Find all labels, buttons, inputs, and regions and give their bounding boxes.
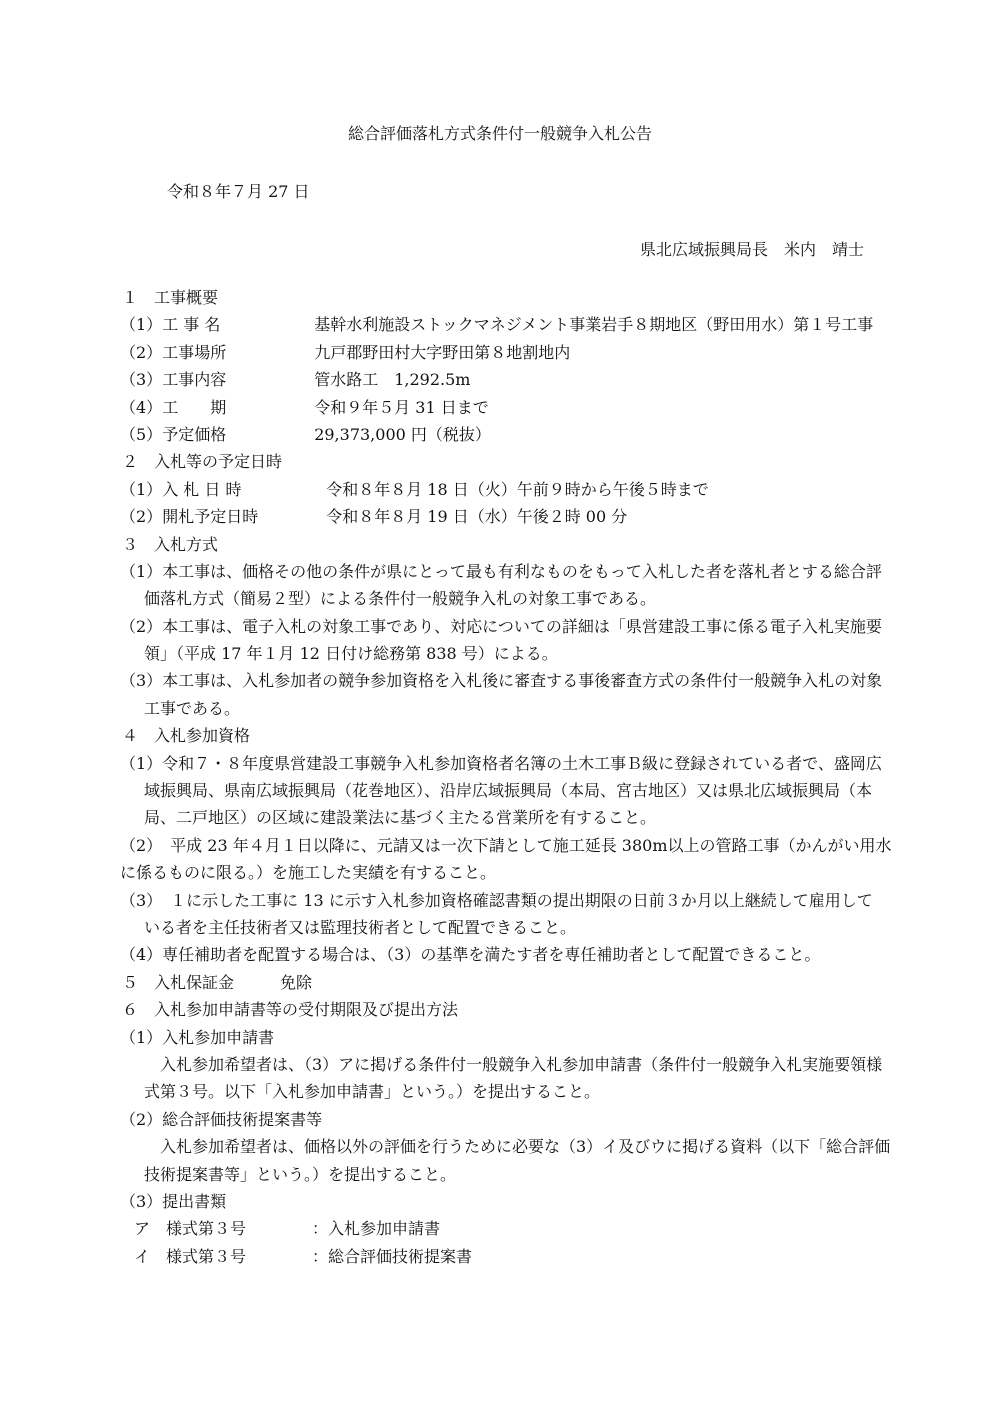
overview-item-price (120, 421, 890, 448)
schedule-item-bidding (120, 476, 890, 503)
section-6-heading (120, 996, 890, 1023)
item-value: 29,373,000 円（税抜） (314, 424, 491, 444)
section-number: ６ (122, 1000, 139, 1020)
schedule-item-opening (120, 503, 890, 530)
section-title: 工事概要 (154, 288, 219, 307)
item-number: （2） (120, 507, 163, 527)
paragraph-line: （3） １に示した工事に 13 に示す入札参加資格確認書類の提出期限の日前３か月以上継続して雇用して (120, 890, 873, 910)
document-form: ア 様式第３号 (134, 1219, 247, 1239)
section-5-heading (120, 969, 890, 996)
paragraph-line: 局、二戸地区）の区域に建設業法に基づく主たる営業所を有すること。 (144, 808, 657, 828)
section-number: ４ (122, 726, 139, 746)
section-title: 入札参加資格 (154, 726, 251, 746)
paragraph-line: （2）本工事は、電子入札の対象工事であり、対応についての詳細は「県営建設工事に係る電子入札実施要 (120, 616, 882, 636)
overview-item-content (120, 366, 890, 393)
paragraph-line: 価落札方式（簡易２型）による条件付一般競争入札の対象工事である。 (144, 589, 657, 609)
paragraph-line: （2） 平成 23 年４月１日以降に、元請又は一次下請として施工延長 380m以上の管路工事（かんがい用水 (120, 835, 892, 855)
section-title: 入札等の予定日時 (154, 452, 283, 472)
paragraph-line: 入札参加希望者は、（3）アに掲げる条件付一般競争入札参加申請書（条件付一般競争入札実施要領様 (160, 1054, 883, 1074)
document-title: ：総合評価技術提案書 (312, 1246, 473, 1266)
item-number: （5） (120, 424, 163, 444)
overview-item-period (120, 394, 890, 421)
item-label: 工事場所 (162, 342, 227, 362)
paragraph-line: に係るものに限る。）を施工した実績を有すること。 (120, 863, 497, 883)
subsection-heading: （1）入札参加申請書 (120, 1027, 275, 1047)
item-label: 工事内容 (162, 370, 227, 390)
item-value: 基幹水利施設ストックマネジメント事業岩手８期地区（野田用水）第１号工事 (314, 315, 874, 335)
document-body (120, 284, 890, 1270)
item-value: 令和８年８月 19 日（水）午後２時 00 分 (326, 507, 628, 527)
item-value: 令和８年８月 18 日（火）午前９時から午後５時まで (326, 479, 709, 499)
paragraph-line: （1）本工事は、価格その他の条件が県にとって最も有利なものをもって入札した者を落札者とする総合評 (120, 561, 882, 581)
paragraph-line: 入札参加希望者は、価格以外の評価を行うために必要な（3）イ及びウに掲げる資料（以下「総合評価 (160, 1137, 891, 1157)
section-number: ３ (122, 534, 139, 554)
item-value: 九戸郡野田村大字野田第８地割地内 (314, 342, 571, 362)
section-number: ５ (122, 972, 139, 992)
overview-item-name (120, 311, 890, 338)
issue-date: 令和８年７月 27 日 (167, 182, 310, 201)
section-1-heading (120, 284, 890, 311)
paragraph-line: （4）専任補助者を配置する場合は、（3）の基準を満たす者を専任補助者として配置できること。 (120, 945, 821, 965)
section-4-heading (120, 722, 890, 749)
document-list-item (120, 1243, 890, 1270)
paragraph-line: 工事である。 (144, 698, 241, 718)
document-list-item (120, 1215, 890, 1242)
paragraph-line: 式第３号。以下「入札参加申請書」という。）を提出すること。 (144, 1082, 601, 1102)
document-title: ：入札参加申請書 (312, 1219, 441, 1239)
section-number: ２ (122, 452, 139, 472)
issuer-name: 県北広域振興局長 米内 靖士 (639, 240, 864, 259)
subsection-heading: （3）提出書類 (120, 1191, 227, 1211)
item-number: （2） (120, 342, 163, 362)
item-label: 開札予定日時 (162, 507, 259, 527)
item-label: 入 札 日 時 (162, 479, 242, 499)
item-number: （1） (120, 479, 163, 499)
item-number: （1） (120, 315, 163, 335)
deposit-value: 免除 (280, 972, 313, 992)
paragraph-line: 領」（平成 17 年１月 12 日付け総務第 838 号）による。 (144, 644, 558, 664)
item-label: 工 期 (162, 397, 227, 417)
section-title: 入札参加申請書等の受付期限及び提出方法 (154, 1000, 459, 1020)
item-label: 予定価格 (162, 424, 227, 444)
paragraph-line: いる者を主任技術者又は監理技術者として配置できること。 (144, 917, 577, 937)
document-form: イ 様式第３号 (134, 1246, 247, 1266)
overview-item-location (120, 339, 890, 366)
document-title: 総合評価落札方式条件付一般競争入札公告 (347, 124, 652, 143)
section-number: １ (122, 288, 139, 307)
subsection-heading: （2）総合評価技術提案書等 (120, 1109, 323, 1129)
item-value: 管水路工 1,292.5m (314, 370, 471, 390)
paragraph-line: 域振興局、県南広域振興局（花巻地区）、沿岸広域振興局（本局、宮古地区）又は県北広域振興局（本 (144, 781, 873, 801)
item-label: 工 事 名 (162, 315, 221, 335)
paragraph-line: （1）令和７・８年度県営建設工事競争入札参加資格者名簿の土木工事Ｂ級に登録されている者で、盛岡広 (120, 753, 882, 773)
item-number: （4） (120, 397, 163, 417)
paragraph-line: 技術提案書等」という。）を提出すること。 (144, 1164, 457, 1184)
section-title: 入札保証金 (154, 972, 235, 992)
section-title: 入札方式 (154, 534, 219, 554)
item-value: 令和９年５月 31 日まで (314, 397, 489, 417)
item-number: （3） (120, 370, 163, 390)
paragraph-line: （3）本工事は、入札参加者の競争参加資格を入札後に審査する事後審査方式の条件付一般競争入札の対象 (120, 671, 883, 691)
section-3-heading (120, 531, 890, 558)
section-2-heading (120, 448, 890, 475)
